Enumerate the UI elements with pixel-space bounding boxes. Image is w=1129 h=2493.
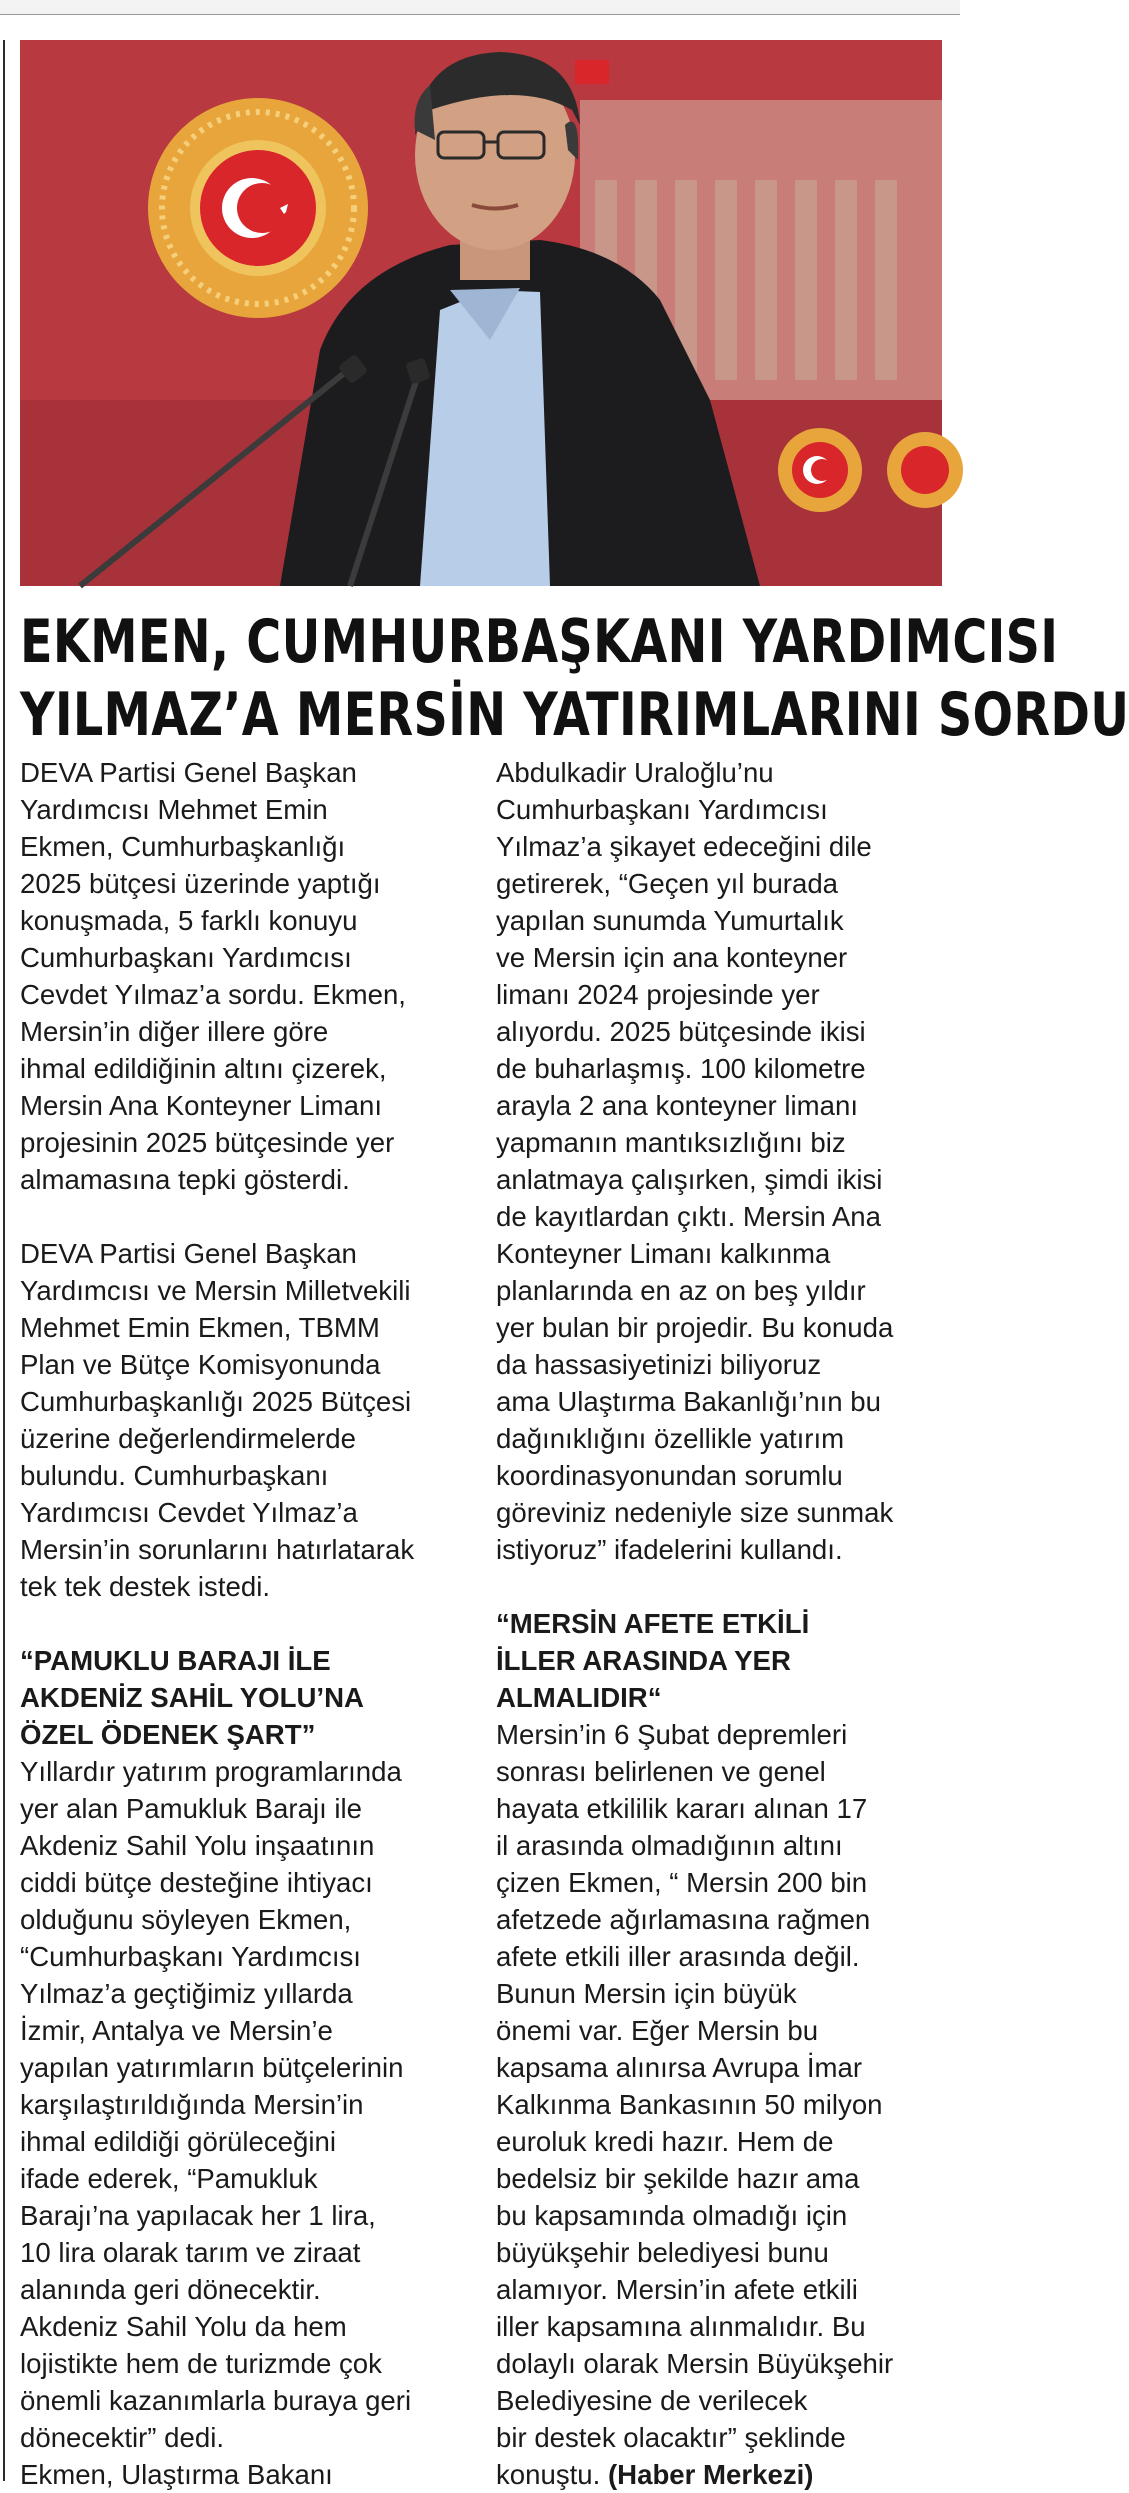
text-line: limanı 2024 projesinde yer <box>496 979 820 1010</box>
text-line: Barajı’na yapılacak her 1 lira, <box>20 2200 376 2231</box>
text-line: Cumhurbaşkanı Yardımcısı <box>20 942 352 973</box>
text-line: 10 lira olarak tarım ve ziraat <box>20 2237 361 2268</box>
text-line: bedelsiz bir şekilde hazır ama <box>496 2163 860 2194</box>
paragraph <box>20 1235 472 1605</box>
text-line: ifade ederek, “Pamukluk <box>20 2163 318 2194</box>
text-line: Ekmen, Cumhurbaşkanlığı <box>20 831 346 862</box>
text-line: yapılan yatırımların bütçelerinin <box>20 2052 404 2083</box>
text-line: Yılmaz’a geçtiğimiz yıllarda <box>20 1978 353 2009</box>
text-line: Plan ve Bütçe Komisyonunda <box>20 1349 381 1380</box>
text-line: ihmal edildiği görüleceğini <box>20 2126 336 2157</box>
article-photo <box>20 40 942 586</box>
right-column <box>496 754 944 2493</box>
text-line: arayla 2 ana konteyner limanı <box>496 1090 858 1121</box>
text-line: DEVA Partisi Genel Başkan <box>20 757 357 788</box>
text-line: Mersin’in sorunlarını hatırlatarak <box>20 1534 415 1565</box>
text-line: Ekmen, Ulaştırma Bakanı <box>20 2459 333 2490</box>
text-line: bu kapsamında olmadığı için <box>496 2200 848 2231</box>
closing-text: konuştu. <box>496 2459 601 2490</box>
paragraph <box>20 754 472 1198</box>
headline-line: EKMEN, CUMHURBAŞKANI YARDIMCISI <box>20 608 1059 677</box>
text-line: İzmir, Antalya ve Mersin’e <box>20 2015 333 2046</box>
subhead-line: ÖZEL ÖDENEK ŞART” <box>20 1719 316 1750</box>
text-line: yapmanın mantıksızlığını biz <box>496 1127 846 1158</box>
text-line: Mersin’in diğer illere göre <box>20 1016 329 1047</box>
text-line: kapsama alınırsa Avrupa İmar <box>496 2052 863 2083</box>
text-line: Akdeniz Sahil Yolu inşaatının <box>20 1830 375 1861</box>
text-line: yer bulan bir projedir. Bu konuda <box>496 1312 894 1343</box>
text-line: sonrası belirlenen ve genel <box>496 1756 826 1787</box>
text-line: Yardımcısı Mehmet Emin <box>20 794 328 825</box>
text-line: euroluk kredi hazır. Hem de <box>496 2126 834 2157</box>
text-line: Akdeniz Sahil Yolu da hem <box>20 2311 347 2342</box>
text-line: “Cumhurbaşkanı Yardımcısı <box>20 1941 361 1972</box>
text-line: bir destek olacaktır” şeklinde <box>496 2422 846 2453</box>
text-line: Mehmet Emin Ekmen, TBMM <box>20 1312 380 1343</box>
text-line: Mersin’in 6 Şubat depremleri <box>496 1719 848 1750</box>
section-subhead <box>20 1642 472 1753</box>
text-line: hayata etkililik kararı alınan 17 <box>496 1793 868 1824</box>
text-line: getirerek, “Geçen yıl burada <box>496 868 839 899</box>
text-line: üzerine değerlendirmelerde <box>20 1423 356 1454</box>
text-line: anlatmaya çalışırken, şimdi ikisi <box>496 1164 883 1195</box>
text-line: almamasına tepki gösterdi. <box>20 1164 350 1195</box>
text-line: de buharlaşmış. 100 kilometre <box>496 1053 866 1084</box>
headline-line: YILMAZ’A MERSİN YATIRIMLARINI SORDU <box>20 681 1129 750</box>
text-line: yapılan sunumda Yumurtalık <box>496 905 844 936</box>
text-line: olduğunu söyleyen Ekmen, <box>20 1904 352 1935</box>
text-line: il arasında olmadığının altını <box>496 1830 843 1861</box>
text-line: Yılmaz’a şikayet edeceğini dile <box>496 831 872 862</box>
text-line: dolaylı olarak Mersin Büyükşehir <box>496 2348 894 2379</box>
text-line: 2025 bütçesi üzerinde yaptığı <box>20 868 381 899</box>
paragraph <box>496 754 944 1568</box>
text-line: Belediyesine de verilecek <box>496 2385 808 2416</box>
source-credit: (Haber Merkezi) <box>607 2459 814 2490</box>
text-line: alanında geri dönecektir. <box>20 2274 321 2305</box>
text-line: de kayıtlardan çıktı. Mersin Ana <box>496 1201 881 1232</box>
text-line: Yıllardır yatırım programlarında <box>20 1756 402 1787</box>
paragraph <box>20 1753 472 2493</box>
paragraph <box>496 1716 944 2493</box>
text-line: alıyordu. 2025 bütçesinde ikisi <box>496 1016 866 1047</box>
text-line: Kalkınma Bankasının 50 milyon <box>496 2089 883 2120</box>
text-line: Konteyner Limanı kalkınma <box>496 1238 831 1269</box>
closing-line <box>496 2456 944 2493</box>
text-line: Cevdet Yılmaz’a sordu. Ekmen, <box>20 979 406 1010</box>
text-line: yer alan Pamukluk Barajı ile <box>20 1793 363 1824</box>
text-line: tek tek destek istedi. <box>20 1571 271 1602</box>
subhead-line: İLLER ARASINDA YER <box>496 1645 791 1676</box>
text-line: ihmal edildiğinin altını çizerek, <box>20 1053 387 1084</box>
subhead-line: “MERSİN AFETE ETKİLİ <box>496 1608 810 1639</box>
text-line: iller kapsamına alınmalıdır. Bu <box>496 2311 866 2342</box>
emblem-right <box>778 428 862 512</box>
subhead-line: AKDENİZ SAHİL YOLU’NA <box>20 1682 364 1713</box>
text-line: projesinin 2025 bütçesinde yer <box>20 1127 395 1158</box>
text-line: karşılaştırıldığında Mersin’in <box>20 2089 364 2120</box>
text-line: konuşmada, 5 farklı konuyu <box>20 905 358 936</box>
text-line: büyükşehir belediyesi bunu <box>496 2237 829 2268</box>
emblem-left <box>148 98 368 318</box>
text-line: bulundu. Cumhurbaşkanı <box>20 1460 329 1491</box>
text-line: lojistikte hem de turizmde çok <box>20 2348 382 2379</box>
text-line: koordinasyonundan sorumlu <box>496 1460 843 1491</box>
text-line: afete etkili iller arasında değil. <box>496 1941 860 1972</box>
text-line: istiyoruz” ifadelerini kullandı. <box>496 1534 843 1565</box>
text-line: Yardımcısı Cevdet Yılmaz’a <box>20 1497 358 1528</box>
text-line: Bunun Mersin için büyük <box>496 1978 797 2009</box>
text-line: Mersin Ana Konteyner Limanı <box>20 1090 382 1121</box>
text-line: çizen Ekmen, “ Mersin 200 bin <box>496 1867 868 1898</box>
paragraph-gap <box>496 1568 944 1605</box>
text-line: afetzede ağırlamasına rağmen <box>496 1904 871 1935</box>
text-line: ama Ulaştırma Bakanlığı’nın bu <box>496 1386 881 1417</box>
text-line: Cumhurbaşkanı Yardımcısı <box>496 794 828 825</box>
text-line: dönecektir” dedi. <box>20 2422 225 2453</box>
text-line: dağınıklığını özellikle yatırım <box>496 1423 845 1454</box>
subhead-line: “PAMUKLU BARAJI İLE <box>20 1645 331 1676</box>
text-line: önemli kazanımlarla buraya geri <box>20 2385 412 2416</box>
subhead-line: ALMALIDIR“ <box>496 1682 662 1713</box>
politician-at-podium-illustration <box>20 40 942 586</box>
text-line: önemi var. Eğer Mersin bu <box>496 2015 819 2046</box>
text-line: Abdulkadir Uraloğlu’nu <box>496 757 774 788</box>
text-line: DEVA Partisi Genel Başkan <box>20 1238 357 1269</box>
text-line: planlarında en az on beş yıldır <box>496 1275 866 1306</box>
text-line: Cumhurbaşkanlığı 2025 Bütçesi <box>20 1386 412 1417</box>
text-line: Yardımcısı ve Mersin Milletvekili <box>20 1275 411 1306</box>
section-subhead <box>496 1605 944 1716</box>
text-line: ve Mersin için ana konteyner <box>496 942 848 973</box>
text-line: da hassasiyetinizi biliyoruz <box>496 1349 822 1380</box>
article-headline <box>20 606 1129 752</box>
page-top-rule <box>0 0 960 15</box>
column-border <box>3 40 5 2481</box>
paragraph-gap <box>20 1198 472 1235</box>
text-line: alamıyor. Mersin’in afete etkili <box>496 2274 858 2305</box>
left-column <box>20 754 472 2493</box>
text-line: ciddi bütçe desteğine ihtiyacı <box>20 1867 373 1898</box>
paragraph-gap <box>20 1605 472 1642</box>
text-line: göreviniz nedeniyle size sunmak <box>496 1497 894 1528</box>
